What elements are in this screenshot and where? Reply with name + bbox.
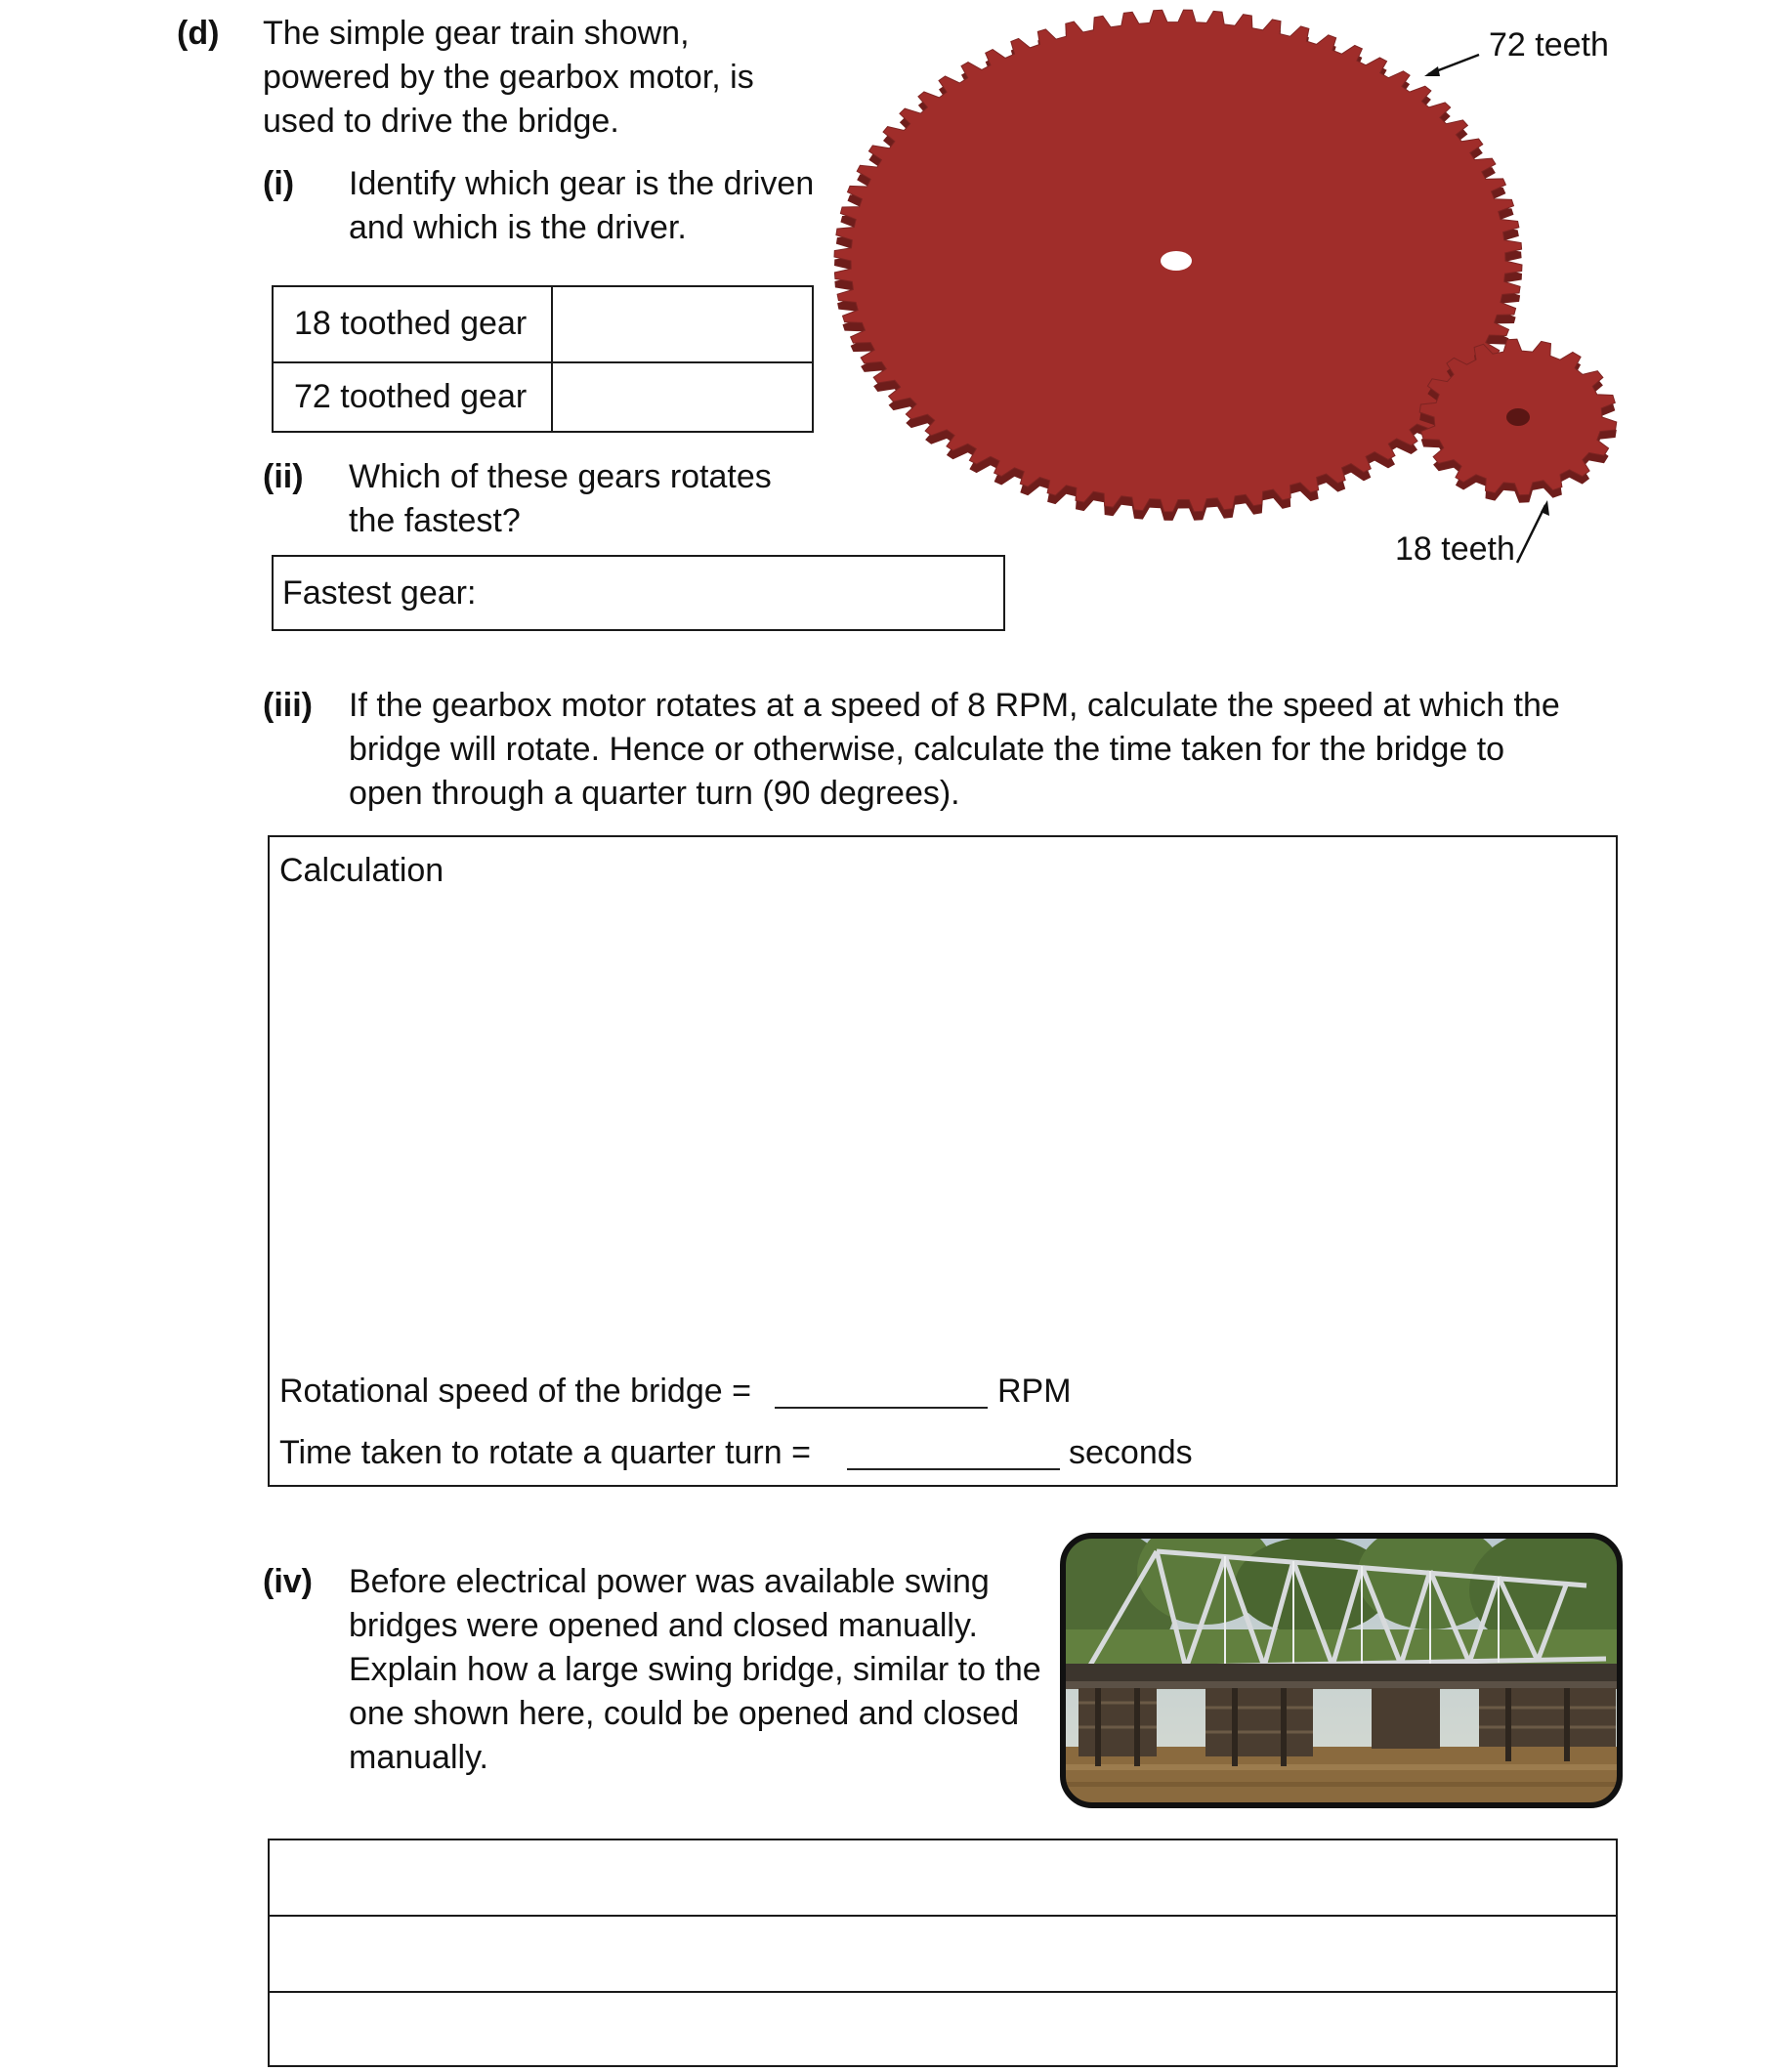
table-row-18-gear-name: 18 toothed gear: [294, 305, 528, 342]
quarter-turn-time-answer-blank[interactable]: [847, 1468, 1060, 1470]
large-gear-axle-hole: [1161, 251, 1192, 271]
part-ii-question-line-2: the fastest?: [349, 502, 521, 539]
answer-line: [270, 1991, 1616, 1993]
answer-line: [270, 1915, 1616, 1917]
part-iv-question-line-4: one shown here, could be opened and closed: [349, 1695, 1020, 1732]
part-iv-label: (iv): [263, 1563, 313, 1600]
part-d-intro-line-2: powered by the gearbox motor, is: [263, 59, 754, 96]
small-gear-arrow-line: [1517, 505, 1545, 563]
swing-bridge-photo: [1059, 1532, 1624, 1809]
fastest-gear-label: Fastest gear:: [282, 574, 477, 612]
part-iv-answer-box[interactable]: [268, 1839, 1618, 2067]
large-gear-label: 72 teeth: [1489, 26, 1609, 63]
part-i-question-line-1: Identify which gear is the driven: [349, 165, 815, 202]
part-iii-question-line-2: bridge will rotate. Hence or otherwise, calculate the time taken for the bridge to: [349, 731, 1505, 768]
bridge-speed-unit: RPM: [997, 1373, 1072, 1410]
part-iv-question-line-2: bridges were opened and closed manually.: [349, 1607, 978, 1644]
calculation-title: Calculation: [279, 852, 444, 889]
quarter-turn-time-label: Time taken to rotate a quarter turn =: [279, 1434, 811, 1471]
small-gear-axle-hole: [1506, 408, 1530, 426]
part-iii-question-line-3: open through a quarter turn (90 degrees).: [349, 775, 960, 812]
quarter-turn-time-unit: seconds: [1069, 1434, 1193, 1471]
part-iv-question-line-5: manually.: [349, 1739, 488, 1776]
large-gear-arrow-head: [1424, 66, 1440, 76]
part-iv-question-line-1: Before electrical power was available swing: [349, 1563, 990, 1600]
part-iii-label: (iii): [263, 687, 313, 724]
part-d-intro-line-1: The simple gear train shown,: [263, 15, 690, 52]
calculation-box[interactable]: [268, 835, 1618, 1487]
part-ii-question-line-1: Which of these gears rotates: [349, 458, 772, 495]
part-d-intro-line-3: used to drive the bridge.: [263, 103, 619, 140]
part-ii-label: (ii): [263, 458, 304, 495]
table-row-72-gear-name: 72 toothed gear: [294, 378, 528, 415]
part-iv-question-line-3: Explain how a large swing bridge, similar to the: [349, 1651, 1041, 1688]
part-i-label: (i): [263, 165, 295, 202]
bridge-speed-answer-blank[interactable]: [775, 1407, 988, 1409]
small-gear-label: 18 teeth: [1395, 530, 1515, 568]
part-d-label: (d): [177, 15, 220, 52]
part-i-question-line-2: and which is the driver.: [349, 209, 687, 246]
bridge-speed-label: Rotational speed of the bridge =: [279, 1373, 751, 1410]
gear-train-figure: [0, 0, 1776, 586]
part-iii-question-line-1: If the gearbox motor rotates at a speed of 8 RPM, calculate the speed at which the: [349, 687, 1560, 724]
